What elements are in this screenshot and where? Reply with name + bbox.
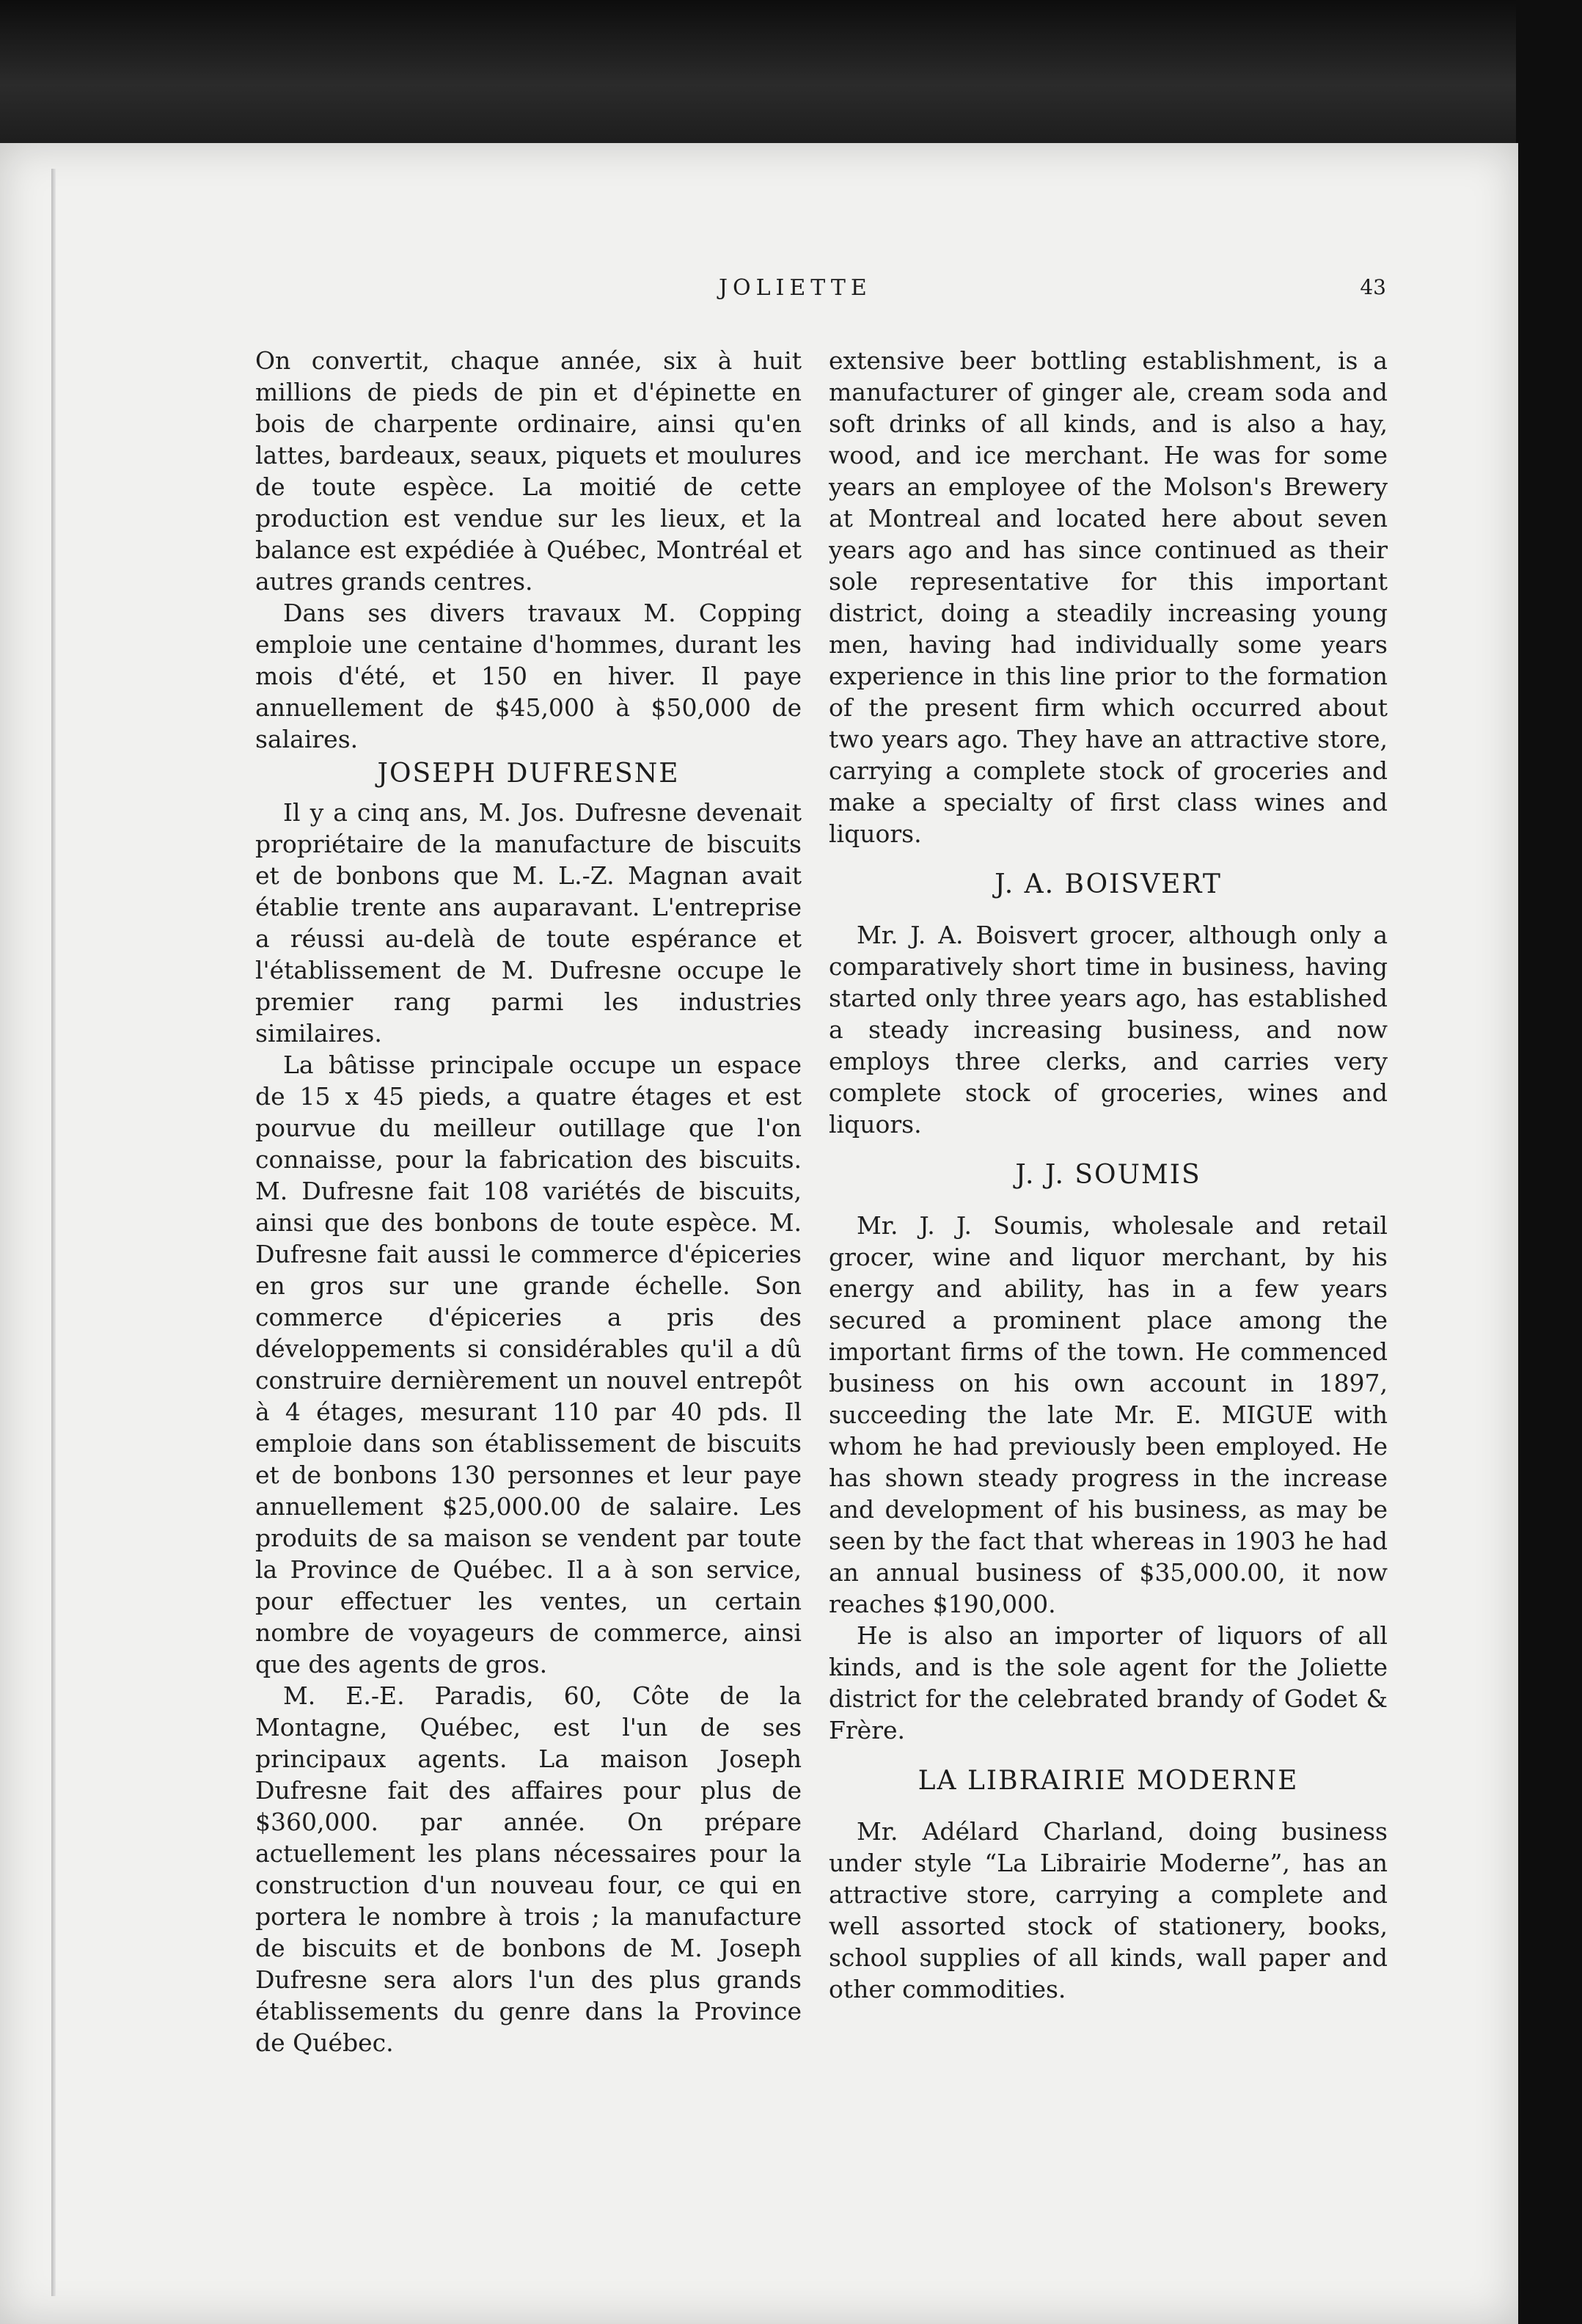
paragraph-dufresne-history: Il y a cinq ans, M. Jos. Dufresne devenait propriétaire de la manufacture de biscuits et de bonbons que M. L.-Z. Magnan avait établie trente ans auparavant. L'entreprise a réussi au-delà de toute espérance et l'établissement de M. Dufresne occupe le premier rang parmi les industries similaires. <box>255 798 802 1048</box>
heading-joseph-dufresne: JOSEPH DUFRESNE <box>377 759 680 789</box>
paragraph-beer-bottling: extensive beer bottling establishment, is a manufacturer of ginger ale, cream soda and soft drinks of all kinds, and is also a hay, wood, and ice merchant. He was for some years an employee of the Molson's Brewery at Montreal and located here about seven years ago and has since continued as their sole representative for this important district, doing a steadily increasing young men, having had individually some years experience in this line prior to the formation of the present firm which occurred about two years ago. They have an attractive store, carrying a complete stock of groceries and make a specialty of first class wines and liquors. <box>829 346 1388 848</box>
page-number: 43 <box>1360 275 1386 299</box>
left-column <box>255 345 802 2058</box>
paragraph-soumis-business: Mr. J. J. Soumis, wholesale and retail grocer, wine and liquor merchant, by his energy and ability, has in a few years secured a prominent place among the important firms of the town. He commenced business on his own account in 1897, succeeding the late Mr. E. MIGUE with whom he had previously been employed. He has shown steady progress in the increase and development of his business, as may be seen by the fact that whereas in 1903 he had an annual business of $35,000.00, it now reaches $190,000. <box>829 1211 1388 1618</box>
page-binding-edge <box>51 169 56 2296</box>
paragraph-copping-employees: Dans ses divers travaux M. Copping emploie une centaine d'hommes, durant les mois d'été, et 150 en hiver. Il paye annuellement de $45,000 à $50,000 de salaires. <box>255 599 802 753</box>
scan-background-top <box>0 0 1582 154</box>
heading-ja-boisvert: J. A. BOISVERT <box>995 869 1222 899</box>
page-header <box>257 275 1386 319</box>
paragraph-librairie: Mr. Adélard Charland, doing business under style “La Librairie Moderne”, has an attractive store, carrying a complete and well assorted stock of stationery, books, school supplies of all kinds, wall paper and other commodities. <box>829 1817 1388 2003</box>
heading-la-librairie-moderne: LA LIBRAIRIE MODERNE <box>918 1766 1299 1796</box>
right-column <box>829 345 1388 2005</box>
paragraph-copping-production: On convertit, chaque année, six à huit millions de pieds de pin et d'épinette en bois de charpente ordinaire, ainsi qu'en lattes, bardeaux, seaux, piquets et moulures de toute espèce. La moitié de cette production est vendue sur les lieux, et la balance est expédiée à Québec, Montréal et autres grands centres. <box>255 346 802 596</box>
paragraph-dufresne-agents: M. E.-E. Paradis, 60, Côte de la Montagne, Québec, est l'un de ses principaux agents. La maison Joseph Dufresne fait des affaires pour plus de $360,000. par année. On prépare actuellement les plans nécessaires pour la construction d'un nouveau four, ce qui en portera le nombre à trois ; la manufacture de biscuits et de bonbons de M. Joseph Dufresne sera alors l'un des plus grands établissements du genre dans la Province de Québec. <box>255 1681 802 2057</box>
scan-background-right <box>1516 0 1582 2324</box>
paragraph-boisvert: Mr. J. A. Boisvert grocer, although only a comparatively short time in business, having started only three years ago, has established a steady increasing business, and now employs three clerks, and carries very complete stock of groceries, wines and liquors. <box>829 921 1388 1139</box>
paragraph-soumis-importer: He is also an importer of liquors of all kinds, and is the sole agent for the Joliette district for the celebrated brandy of Godet & Frère. <box>829 1621 1388 1744</box>
heading-jj-soumis: J. J. SOUMIS <box>1015 1160 1201 1190</box>
running-title: JOLIETTE <box>719 275 872 301</box>
paragraph-dufresne-building: La bâtisse principale occupe un espace de 15 x 45 pieds, a quatre étages et est pourvue du meilleur outillage que l'on connaisse, pour la fabrication des biscuits. M. Dufresne fait 108 variétés de biscuits, ainsi que des bonbons de toute espèce. M. Dufresne fait aussi le commerce d'épiceries en gros sur une grande échelle. Son commerce d'épiceries a pris des développements si considérables qu'il a dû construire dernièrement un nouvel entrepôt à 4 étages, mesurant 110 par 40 pds. Il emploie dans son établissement de biscuits et de bonbons 130 personnes et leur paye annuellement $25,000.00 de salaire. Les produits de sa maison se vendent par toute la Province de Québec. Il a à son service, pour effectuer les ventes, un certain nombre de voyageurs de commerce, ainsi que des agents de gros. <box>255 1050 802 1678</box>
